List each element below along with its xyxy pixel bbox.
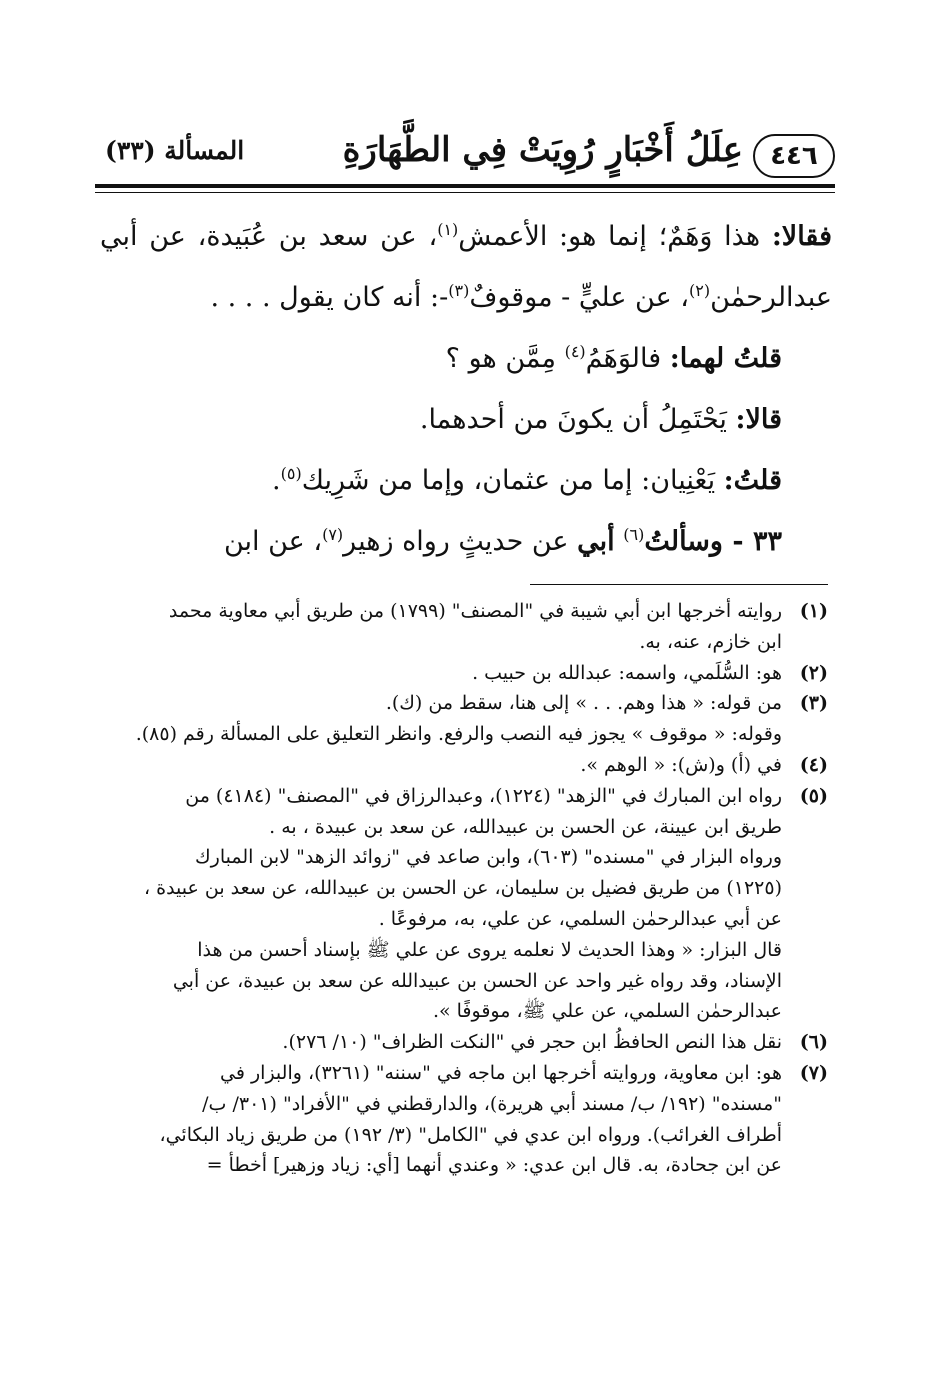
footnote-number: (٣): [799, 692, 828, 715]
text: ، عن عليٍّ - موقوفٌ: [469, 282, 689, 313]
footnote-line: في (أ) و(ش): « الوهم ».: [580, 753, 782, 776]
footnote-line: (١٢٢٥) من طريق فضيل بن سليمان، عن الحسن بن عبيدالله، عن سعد بن عبيدة ،: [143, 877, 782, 900]
paragraph-1: [100, 206, 832, 328]
footnote: [100, 596, 828, 658]
footnote-ref-1: (١): [437, 220, 459, 239]
footnote-separator: [530, 584, 828, 585]
book-title: عِلَلُ أَخْبَارٍ رُوِيَتْ فِي الطَّهَارَةِ: [342, 130, 743, 170]
text: يَحْتَمِلُ أن يكونَ من أحدهما.: [419, 404, 727, 435]
footnote-line: روايته أخرجها ابن أبي شيبة في "المصنف" (١٧٩٩) من طريق أبي معاوية محمد: [168, 600, 782, 622]
footnote-text: [100, 1027, 782, 1058]
footnotes: [100, 596, 828, 1181]
footnote-line: "مسنده" (١٩٢/ ب/ مسند أبي هريرة)، والدارقطني في "الأفراد" (٣٠١/ ب/: [202, 1092, 782, 1115]
text: .: [272, 465, 281, 496]
text: مِمَّن هو ؟: [445, 343, 556, 374]
speaker: قلتُ:: [723, 465, 782, 496]
text: ، عن سعد بن عُبَيدة، عن أبي عبدالرحمٰن: [100, 221, 832, 313]
speaker: أبي: [577, 526, 615, 557]
footnote-line: عن ابن جحادة، به. قال ابن عدي: « وعندي أنهما [أي: زياد وزهير] أخطأ =: [206, 1154, 782, 1177]
text: ، عن ابن: [223, 526, 323, 557]
footnote-text: [100, 781, 782, 1027]
footnote-line: الإسناد، وقد رواه غير واحد عن الحسن بن عبيدالله عن سعد بن عبيدة، عن أبي: [172, 969, 782, 992]
question-number: ٣٣ - وسألتُ: [644, 526, 782, 557]
footnote-line: طريق ابن عيينة، عن الحسن بن عبيدالله، عن سعد بن عبيدة ، به .: [269, 815, 782, 838]
speaker: فقالا:: [771, 221, 832, 252]
speaker: قالا:: [735, 404, 782, 435]
footnote-line: عن أبي عبدالرحمٰن السلمي، عن علي، به، مرفوعًا .: [378, 907, 782, 930]
footnote-text: [100, 658, 782, 689]
footnote: [100, 688, 828, 750]
footnote-line: رواه ابن المبارك في "الزهد" (١٢٢٤)، وعبدالرزاق في "المصنف" (٤١٨٤) من: [185, 784, 782, 807]
text: عن حديثٍ رواه زهير: [343, 526, 569, 557]
main-text: [100, 206, 832, 572]
text: -: أنه كان يقول . . . .: [210, 282, 449, 313]
footnote: [100, 781, 828, 1027]
footnote: [100, 1027, 828, 1058]
paragraph-3: [100, 389, 832, 450]
paragraph-2: [100, 328, 832, 389]
speaker: قلتُ لهما:: [669, 343, 782, 374]
footnote-line: أطراف الغرائب). ورواه ابن عدي في "الكامل" (٣/ ١٩٢) من طريق زياد البكائي،: [159, 1123, 782, 1146]
page-number: ٤٤٦: [753, 134, 835, 178]
footnote-line: من قوله: « هذا وهم. . . » إلى هنا، سقط من (ك).: [385, 692, 782, 715]
paragraph-5: [100, 511, 832, 572]
footnote-number: (١): [799, 600, 828, 622]
footnote-text: [100, 1058, 782, 1181]
footnote-number: (٧): [799, 1061, 828, 1084]
text: يَعْنِيان: إما من عثمان، وإما من شَرِيك: [301, 465, 716, 496]
text: فالوَهَمُ: [585, 343, 662, 374]
footnote-number: (٥): [799, 784, 828, 807]
footnote-line: ورواه البزار في "مسنده" (٦٠٣)، وابن صاعد في "زوائد الزهد" لابن المبارك: [195, 846, 782, 869]
footnote-number: (٢): [799, 661, 828, 684]
footnote-number: (٤): [799, 753, 828, 776]
footnote-ref-3: (٣): [448, 281, 470, 300]
header-rule-thin: [95, 192, 835, 193]
footnote-ref-2: (٢): [688, 281, 711, 300]
text: هذا وَهَمٌ؛ إنما هو: الأعمش: [458, 221, 761, 252]
section-label: المسألة (٣٣): [105, 136, 245, 165]
footnote-ref-6: (٦): [623, 525, 645, 544]
footnote-text: [100, 750, 782, 781]
footnote-text: [100, 688, 782, 750]
footnote: [100, 658, 828, 689]
footnote-line: نقل هذا النص الحافظُ ابن حجر في "النكت الظراف" (١٠/ ٢٧٦).: [282, 1031, 782, 1054]
footnote-ref-4: (٤): [564, 342, 586, 361]
page-header: [95, 128, 835, 184]
footnote-line: هو: السُّلَمي، واسمه: عبدالله بن حبيب .: [472, 661, 782, 684]
footnote-ref-5: (٥): [280, 464, 302, 483]
footnote-ref-7: (٧): [322, 525, 344, 544]
header-rule-thick: [95, 184, 835, 188]
footnote-line: وقوله: « موقوف » يجوز فيه النصب والرفع. وانظر التعليق على المسألة رقم (٨٥).: [135, 723, 782, 746]
footnote-line: قال البزار: « وهذا الحديث لا نعلمه يروى عن علي ﷺ بإسناد أحسن من هذا: [197, 938, 782, 961]
footnote-line: ابن خازم، عنه، به.: [639, 630, 782, 653]
footnote-text: [100, 596, 782, 658]
footnote-number: (٦): [799, 1031, 828, 1054]
footnote-line: عبدالرحمٰن السلمي، عن علي ﷺ، موقوفًا ».: [432, 1000, 782, 1023]
footnote: [100, 1058, 828, 1181]
paragraph-4: [100, 450, 832, 511]
footnote: [100, 750, 828, 781]
footnote-line: هو: ابن معاوية، وروايته أخرجها ابن ماجه في "سننه" (٣٢٦١)، والبزار في: [220, 1061, 782, 1084]
